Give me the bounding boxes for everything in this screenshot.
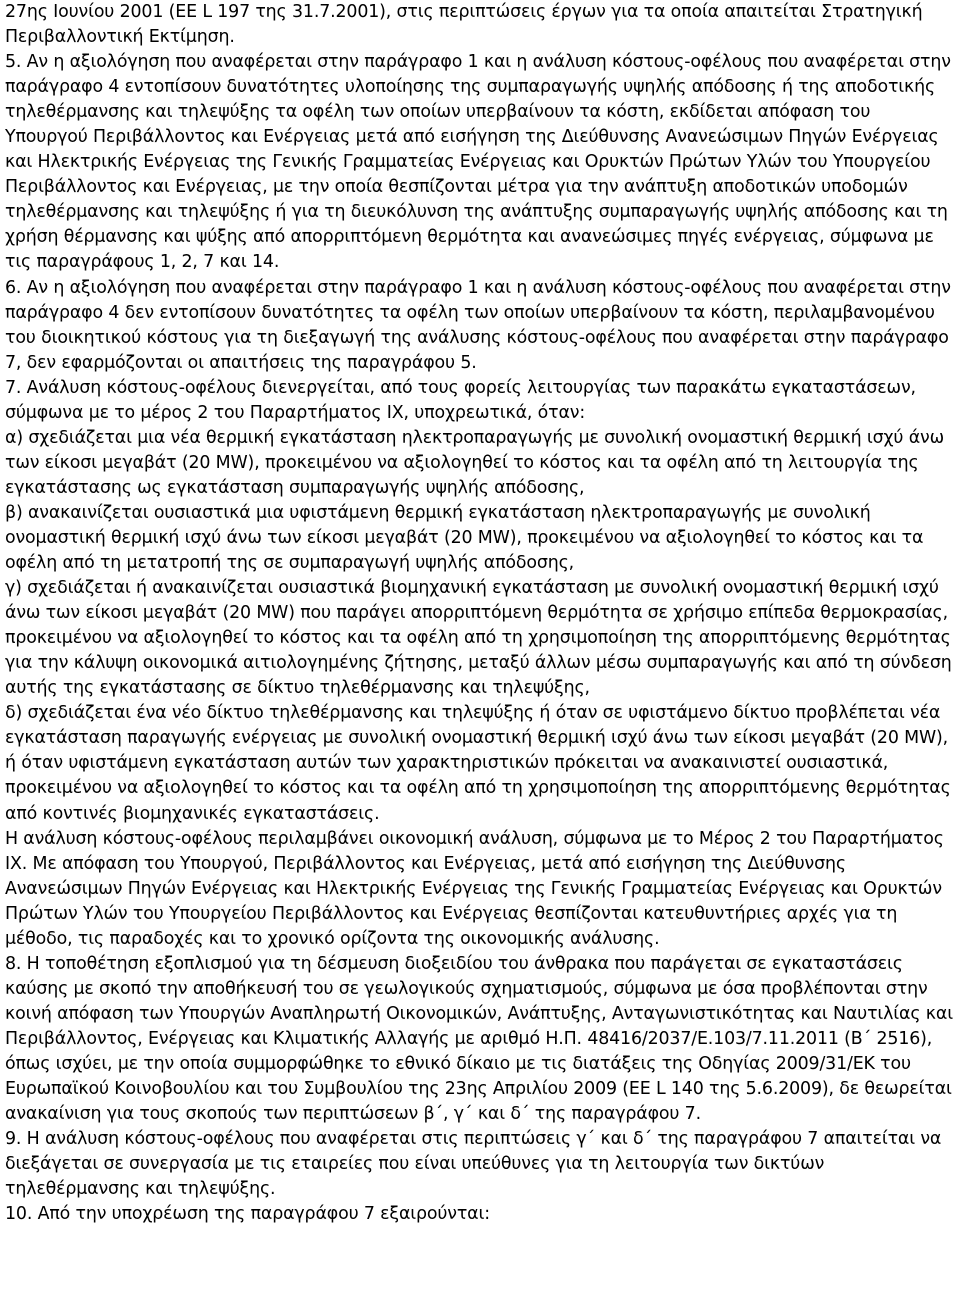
paragraph-8: 8. Η τοποθέτηση εξοπλισμού για τη δέσμευση διοξειδίου του άνθρακα που παράγεται σε εγκαταστάσεις καύσης με σκοπό την αποθήκευσή του σε γεωλογικούς σχηματισμούς, σύμφωνα με όσα προβλέπονται στην κοινή απόφαση των Υπουργών Αναπληρωτή Οικονομικών, Ανάπτυξης, Ανταγωνιστικότητας και Ναυτιλίας και Περιβάλλοντος, Ενέργειας και Κλιματικής Αλλαγής με αριθμό Η.Π. 48416/2037/Ε.103/7.11.2011 (Β΄ 2516), όπως ισχύει, με την οποία συμμορφώθηκε το εθνικό δίκαιο με τις διατάξεις της Οδηγίας 2009/31/ΕΚ του Ευρωπαϊκού Κοινοβουλίου και του Συμβουλίου της 23ης Απριλίου 2009 (ΕΕ L 140 της 5.6.2009), δε θεωρείται ανακαίνιση για τους σκοπούς των περιπτώσεων β΄, γ΄ και δ΄ της παραγράφου 7.	[5, 953, 953, 1125]
paragraph-10: 10. Από την υποχρέωση της παραγράφου 7 εξαιρούνται:	[5, 1204, 490, 1225]
paragraph-7-item-c: γ) σχεδιάζεται ή ανακαινίζεται ουσιαστικά βιομηχανική εγκατάσταση με συνολική ονομαστική θερμική ισχύ άνω των είκοσι μεγαβάτ (20 MW) που παράγει απορριπτόμενη θερμότητα σε χρήσιμο επίπεδα θερμοκρασίας, προκειμένου να αξιολογηθεί το κόστος και τα οφέλη από τη χρησιμοποίηση της απορριπτόμενης θερμότητας για την κάλυψη οικονομικά αιτιολογημένης ζήτησης, μεταξύ άλλων μέσω συμπαραγωγής και από τη σύνδεση αυτής της εγκατάστασης σε δίκτυο τηλεθέρμανσης και τηλεψύξης,	[5, 578, 952, 699]
paragraph-7-item-b: β) ανακαινίζεται ουσιαστικά μια υφιστάμενη θερμική εγκατάσταση ηλεκτροπαραγωγής με συνολική ονομαστική θερμική ισχύ άνω των είκοσι μεγαβάτ (20 MW), προκειμένου να αξιολογηθεί το κόστος και τα οφέλη από τη μετατροπή της σε συμπαραγωγή υψηλής απόδοσης,	[5, 502, 924, 574]
paragraph-7: 7. Ανάλυση κόστους-οφέλους διενεργείται, από τους φορείς λειτουργίας των παρακάτω εγκαταστάσεων, σύμφωνα με το μέρος 2 του Παραρτήματος ΙΧ, υποχρεωτικά, όταν:	[5, 377, 916, 423]
paragraph-6: 6. Αν η αξιολόγηση που αναφέρεται στην παράγραφο 1 και η ανάλυση κόστους-οφέλους που αναφέρεται στην παράγραφο 4 δεν εντοπίσουν δυνατότητες τα οφέλη των οποίων υπερβαίνουν τα κόστη, περιλαμβανομένου του διοικητικού κόστους για τη διεξαγωγή της ανάλυσης κόστους-οφέλους που αναφέρεται στην παράγραφο 7, δεν εφαρμόζονται οι απαιτήσεις της παραγράφου 5.	[5, 277, 951, 373]
paragraph-7-item-a: α) σχεδιάζεται μια νέα θερμική εγκατάσταση ηλεκτροπαραγωγής με συνολική ονομαστική θερμική ισχύ άνω των είκοσι μεγαβάτ (20 MW), προκειμένου να αξιολογηθεί το κόστος και τα οφέλη από τη λειτουργία της εγκατάστασης ως εγκατάσταση συμπαραγωγής υψηλής απόδοσης,	[5, 427, 944, 498]
paragraph-5: 5. Αν η αξιολόγηση που αναφέρεται στην παράγραφο 1 και η ανάλυση κόστους-οφέλους που αναφέρεται στην παράγραφο 4 εντοπίσουν δυνατότητες υλοποίησης της συμπαραγωγής υψηλής απόδοσης ή της αποδοτικής τηλεθέρμανσης και τηλεψύξης τα οφέλη των οποίων υπερβαίνουν τα κόστη, εκδίδεται απόφαση του Υπουργού Περιβάλλοντος και Ενέργειας μετά από εισήγηση της Διεύθυνσης Ανανεώσιμων Πηγών Ενέργειας και Ηλεκτρικής Ενέργειας της Γενικής Γραμματείας Ενέργειας και Ορυκτών Πρώτων Υλών του Υπουργείου Περιβάλλοντος και Ενέργειας, με την οποία θεσπίζονται μέτρα για την ανάπτυξη αποδοτικών υποδομών τηλεθέρμανσης και τηλεψύξης ή για τη διευκόλυνση της ανάπτυξης συμπαραγωγής υψηλής απόδοσης και τη χρήση θέρμανσης και ψύξης από απορριπτόμενη θερμότητα και ανανεώσιμες πηγές ενέργειας, σύμφωνα με τις παραγράφους 1, 2, 7 και 14.	[5, 52, 951, 273]
paragraph-9: 9. Η ανάλυση κόστους-οφέλους που αναφέρεται στις περιπτώσεις γ΄ και δ΄ της παραγράφου 7 απαιτείται να διεξάγεται σε συνεργασία με τις εταιρείες που είναι υπεύθυνες για τη λειτουργία των δικτύων τηλεθέρμανσης και τηλεψύξης.	[5, 1129, 942, 1200]
paragraph-intro-continuation: 27ης Ιουνίου 2001 (ΕΕ L 197 της 31.7.2001), στις περιπτώσεις έργων για τα οποία απαιτείται Στρατηγική Περιβαλλοντική Εκτίμηση.	[5, 2, 923, 48]
paragraph-7-item-d: δ) σχεδιάζεται ένα νέο δίκτυο τηλεθέρμανσης και τηλεψύξης ή όταν σε υφιστάμενο δίκτυο προβλέπεται νέα εγκατάσταση παραγωγής ενέργειας με συνολική ονομαστική θερμική ισχύ άνω των είκοσι μεγαβάτ (20 MW), ή όταν υφιστάμενη εγκατάσταση αυτών των χαρακτηριστικών πρόκειται να ανακαινιστεί ουσιαστικά, προκειμένου να αξιολογηθεί το κόστος και τα οφέλη από τη χρησιμοποίηση της απορριπτόμενης θερμότητας από κοντινές βιομηχανικές εγκαταστάσεις.	[5, 703, 951, 824]
paragraph-7-cost-benefit-analysis: Η ανάλυση κόστους-οφέλους περιλαμβάνει οικονομική ανάλυση, σύμφωνα με το Μέρος 2 του Παραρτήματος ΙΧ. Με απόφαση του Υπουργού, Περιβάλλοντος και Ενέργειας, μετά από εισήγηση της Διεύθυνσης Ανανεώσιμων Πηγών Ενέργειας και Ηλεκτρικής Ενέργειας της Γενικής Γραμματείας Ενέργειας και Ορυκτών Πρώτων Υλών του Υπουργείου Περιβάλλοντος και Ενέργειας θεσπίζονται κατευθυντήριες αρχές για τη μέθοδο, τις παραδοχές και το χρονικό ορίζοντα της οικονομικής ανάλυσης.	[5, 828, 944, 949]
